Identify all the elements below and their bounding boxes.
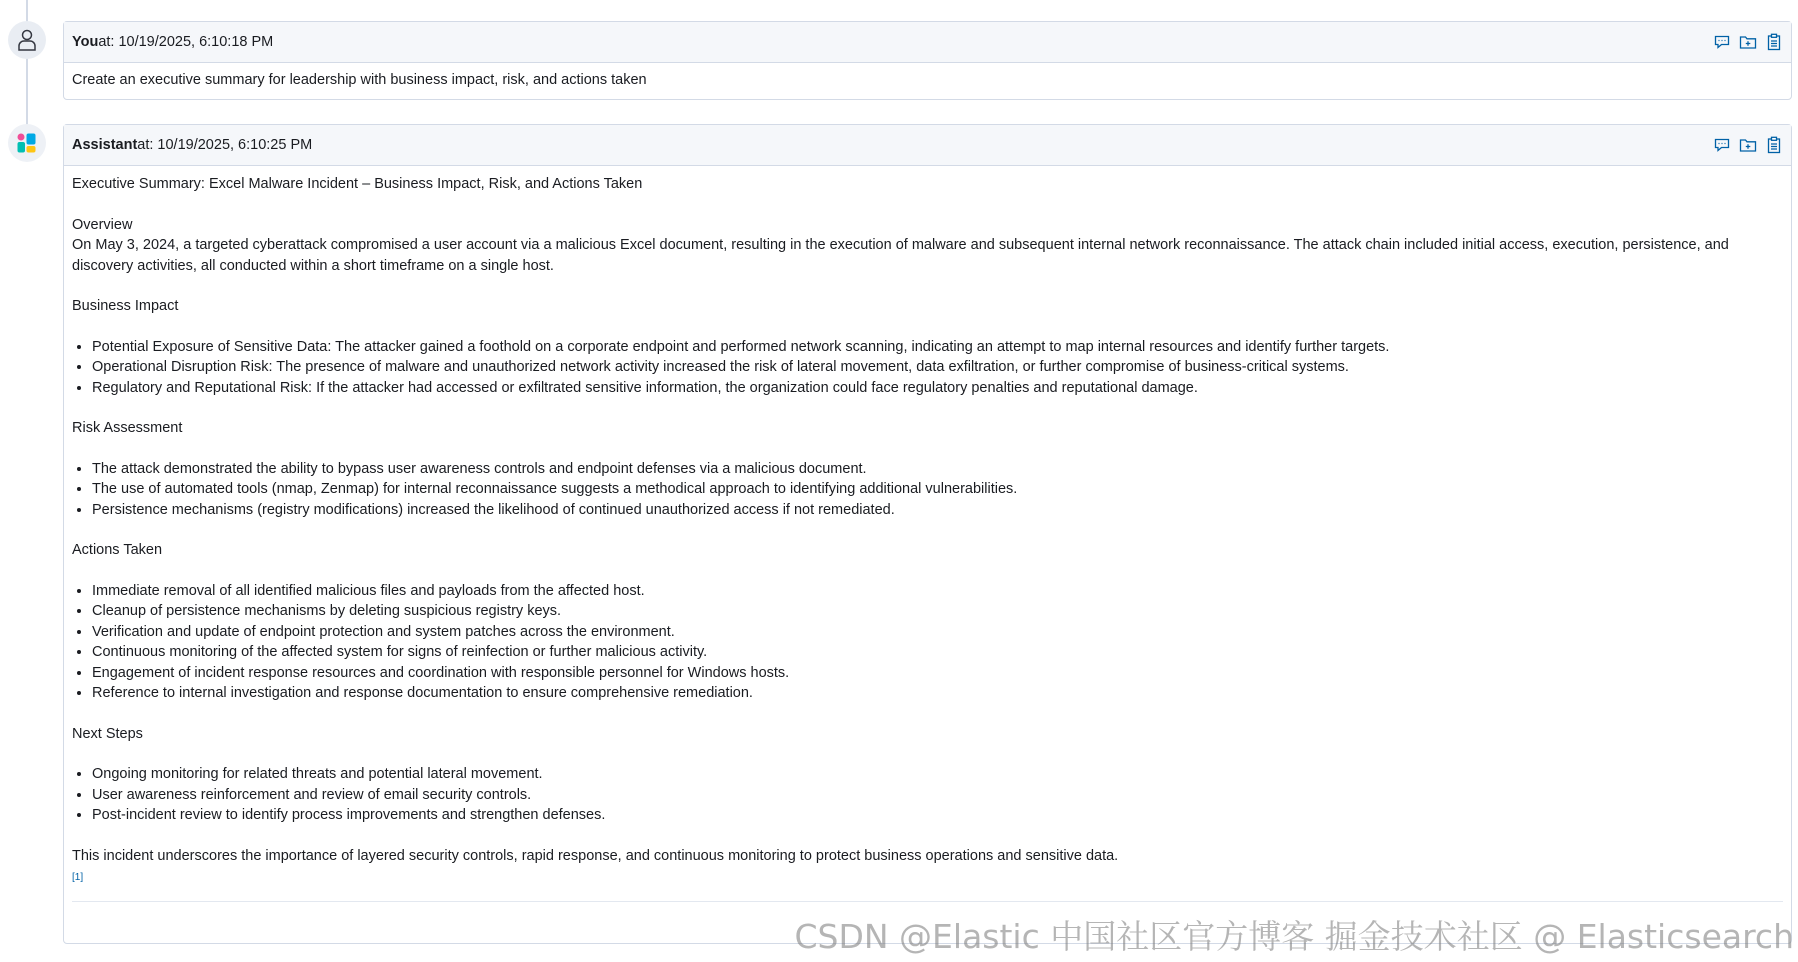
user-message-text: Create an executive summary for leadership with business impact, risk, and actions taken bbox=[72, 72, 647, 88]
reference-link[interactable]: [1] bbox=[72, 872, 84, 883]
assistant-author: Assistant bbox=[72, 137, 138, 153]
list-item: • Immediate removal of all identified malicious files and payloads from the affected host. bbox=[92, 581, 1783, 602]
risk-assessment-list bbox=[72, 459, 1783, 521]
next-steps-list bbox=[72, 764, 1783, 826]
overview-text: On May 3, 2024, a targeted cyberattack compromised a user account via a malicious Excel document, resulting in the execution of malware and subsequent internal network reconnaissance. The attack chain included initial access, execution, persistence, and discovery activities, all conducted within a short timeframe on a single host. bbox=[72, 237, 1729, 274]
list-item: • Operational Disruption Risk: The presence of malware and unauthorized network activity increased the risk of lateral movement, data exfiltration, or further compromise of business-critical systems. bbox=[92, 357, 1783, 378]
list-item: • Post-incident review to identify process improvements and strengthen defenses. bbox=[92, 805, 1783, 826]
user-icon bbox=[17, 29, 37, 51]
list-item: • Regulatory and Reputational Risk: If the attacker had accessed or exfiltrated sensitive information, the organization could face regulatory penalties and reputational damage. bbox=[92, 378, 1783, 399]
closing-text: This incident underscores the importance of layered security controls, rapid response, and continuous monitoring to protect business operations and sensitive data. bbox=[72, 847, 1119, 864]
clipboard-icon[interactable] bbox=[1765, 136, 1783, 154]
list-item: • Ongoing monitoring for related threats and potential lateral movement. bbox=[92, 764, 1783, 785]
comment-icon[interactable] bbox=[1713, 33, 1731, 51]
user-timestamp: at: 10/19/2025, 6:10:18 PM bbox=[98, 34, 274, 50]
list-item: • Continuous monitoring of the affected system for signs of reinfection or further malicious activity. bbox=[92, 642, 1783, 663]
risk-assessment-heading: Risk Assessment bbox=[72, 420, 183, 436]
actions-taken-list bbox=[72, 581, 1783, 704]
timeline-line bbox=[26, 0, 28, 125]
actions-taken-heading: Actions Taken bbox=[72, 542, 163, 558]
summary-title: Executive Summary: Excel Malware Incident – Business Impact, Risk, and Actions Taken bbox=[72, 176, 643, 192]
comment-icon[interactable] bbox=[1713, 136, 1731, 154]
assistant-timestamp: at: 10/19/2025, 6:10:25 PM bbox=[137, 137, 313, 153]
watermark: CSDN @Elastic 中国社区官方博客 掘金技术社区 @ Elasticsearch bbox=[794, 917, 1794, 956]
overview-heading: Overview bbox=[72, 216, 133, 233]
list-item: • Persistence mechanisms (registry modifications) increased the likelihood of continued unauthorized access if not remediated. bbox=[92, 500, 1783, 521]
user-message bbox=[63, 21, 1792, 100]
list-item: • Cleanup of persistence mechanisms by deleting suspicious registry keys. bbox=[92, 601, 1783, 622]
list-item: • Engagement of incident response resources and coordination with responsible personnel for Windows hosts. bbox=[92, 663, 1783, 684]
list-item: • The attack demonstrated the ability to bypass user awareness controls and endpoint defenses via a malicious document. bbox=[92, 459, 1783, 480]
business-impact-heading: Business Impact bbox=[72, 298, 179, 314]
list-item: • The use of automated tools (nmap, Zenmap) for internal reconnaissance suggests a methodical approach to identifying additional vulnerabilities. bbox=[92, 479, 1783, 500]
user-message-actions bbox=[1713, 33, 1783, 51]
list-item: • Reference to internal investigation and response documentation to ensure comprehensive remediation. bbox=[92, 683, 1783, 704]
user-author: You bbox=[72, 34, 99, 50]
assistant-message-body bbox=[64, 166, 1791, 957]
assistant-message-actions bbox=[1713, 136, 1783, 154]
folder-add-icon[interactable] bbox=[1739, 136, 1757, 154]
list-item: • Verification and update of endpoint protection and system patches across the environment. bbox=[92, 622, 1783, 643]
user-message-header bbox=[64, 22, 1791, 63]
user-avatar bbox=[8, 21, 46, 59]
business-impact-list bbox=[72, 337, 1783, 399]
list-item: • User awareness reinforcement and review of email security controls. bbox=[92, 785, 1783, 806]
folder-add-icon[interactable] bbox=[1739, 33, 1757, 51]
next-steps-heading: Next Steps bbox=[72, 725, 143, 742]
assistant-message bbox=[63, 124, 1792, 944]
assistant-avatar bbox=[8, 124, 46, 162]
assistant-message-header bbox=[64, 125, 1791, 166]
clipboard-icon[interactable] bbox=[1765, 33, 1783, 51]
list-item: • Potential Exposure of Sensitive Data: The attacker gained a foothold on a corporate endpoint and performed network scanning, indicating an attempt to map internal resources and identify further targets. bbox=[92, 337, 1783, 358]
assistant-logo-icon bbox=[16, 132, 38, 154]
